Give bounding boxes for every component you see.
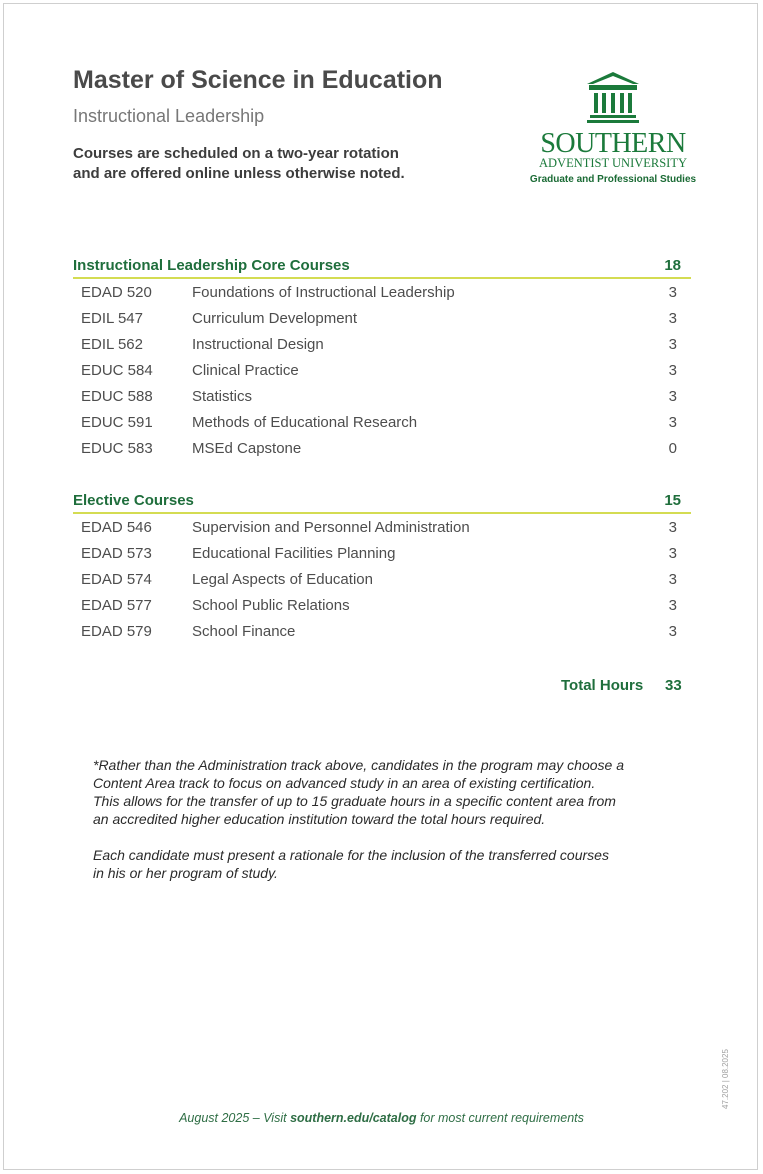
course-code: EDAD 520 (81, 284, 152, 301)
course-code: EDIL 562 (81, 336, 143, 353)
logo-wordmark: SOUTHERN (540, 128, 686, 159)
catalog-link[interactable]: southern.edu/catalog (290, 1111, 417, 1125)
course-hours: 3 (668, 336, 677, 353)
course-row (73, 567, 691, 593)
course-row (73, 280, 691, 306)
course-hours: 3 (668, 623, 677, 640)
course-name: Supervision and Personnel Administration (192, 519, 470, 536)
section-header (73, 257, 691, 279)
total-hours-value: 33 (665, 677, 682, 694)
note-line: This allows for the transfer of up to 15 graduate hours in a specific content area from (93, 793, 616, 809)
course-name: School Public Relations (192, 597, 350, 614)
content-area-note (93, 756, 673, 828)
course-name: Legal Aspects of Education (192, 571, 373, 588)
course-row (73, 332, 691, 358)
note-line: *Rather than the Administration track above, candidates in the program may choose a (93, 757, 624, 773)
logo-department: Graduate and Professional Studies (529, 174, 697, 185)
course-name: MSEd Capstone (192, 440, 302, 457)
course-row (73, 436, 691, 462)
course-name: Methods of Educational Research (192, 414, 418, 431)
course-hours: 3 (668, 284, 677, 301)
course-name: Clinical Practice (192, 362, 299, 379)
note-line: in his or her program of study. (93, 865, 278, 881)
course-hours: 3 (668, 519, 677, 536)
course-code: EDUC 583 (81, 440, 153, 457)
footer-prefix: August 2025 – Visit (179, 1111, 291, 1125)
page-subtitle: Instructional Leadership (73, 106, 265, 126)
logo-university: ADVENTIST UNIVERSITY (538, 156, 688, 170)
course-code: EDUC 584 (81, 362, 153, 379)
footer-suffix: for most current requirements (416, 1111, 584, 1125)
course-row (73, 619, 691, 645)
course-row (73, 358, 691, 384)
course-row (73, 306, 691, 332)
section-hours: 15 (664, 492, 681, 509)
section-title: Elective Courses (73, 492, 194, 509)
course-name: Foundations of Instructional Leadership (192, 284, 455, 301)
course-row (73, 384, 691, 410)
columns-building-icon (585, 70, 641, 126)
schedule-line: and are offered online unless otherwise noted. (73, 165, 405, 182)
schedule-line: Courses are scheduled on a two-year rotation (73, 145, 399, 162)
note-line: Content Area track to focus on advanced study in an area of existing certification. (93, 775, 596, 791)
total-hours-label: Total Hours (561, 677, 644, 694)
section-title: Instructional Leadership Core Courses (73, 257, 350, 274)
course-row (73, 593, 691, 619)
course-code: EDAD 579 (81, 623, 152, 640)
course-name: Instructional Design (192, 336, 324, 353)
course-hours: 3 (668, 362, 677, 379)
course-hours: 3 (668, 597, 677, 614)
course-code: EDAD 573 (81, 545, 152, 562)
schedule-note (73, 144, 473, 184)
document-id: 47.202 | 08.2025 (721, 1049, 730, 1109)
course-row (73, 541, 691, 567)
course-row (73, 410, 691, 436)
section-hours: 18 (664, 257, 681, 274)
course-hours: 3 (668, 310, 677, 327)
university-logo (528, 70, 698, 190)
course-name: School Finance (192, 623, 296, 640)
course-code: EDAD 546 (81, 519, 152, 536)
course-hours: 3 (668, 571, 677, 588)
course-name: Curriculum Development (192, 310, 358, 327)
course-code: EDAD 577 (81, 597, 152, 614)
course-row (73, 515, 691, 541)
course-code: EDAD 574 (81, 571, 152, 588)
course-code: EDUC 591 (81, 414, 153, 431)
note-line: an accredited higher education institution toward the total hours required. (93, 811, 546, 827)
course-hours: 3 (668, 414, 677, 431)
elective-courses-section (73, 492, 691, 645)
rationale-note (93, 846, 673, 882)
course-hours: 0 (668, 440, 677, 457)
core-courses-section (73, 257, 691, 462)
page-title: Master of Science in Education (73, 66, 443, 94)
course-name: Educational Facilities Planning (192, 545, 396, 562)
course-code: EDUC 588 (81, 388, 153, 405)
course-hours: 3 (668, 545, 677, 562)
section-header (73, 492, 691, 514)
course-code: EDIL 547 (81, 310, 143, 327)
note-line: Each candidate must present a rationale for the inclusion of the transferred courses (93, 847, 609, 863)
footer (0, 1111, 763, 1125)
course-hours: 3 (668, 388, 677, 405)
course-name: Statistics (192, 388, 253, 405)
